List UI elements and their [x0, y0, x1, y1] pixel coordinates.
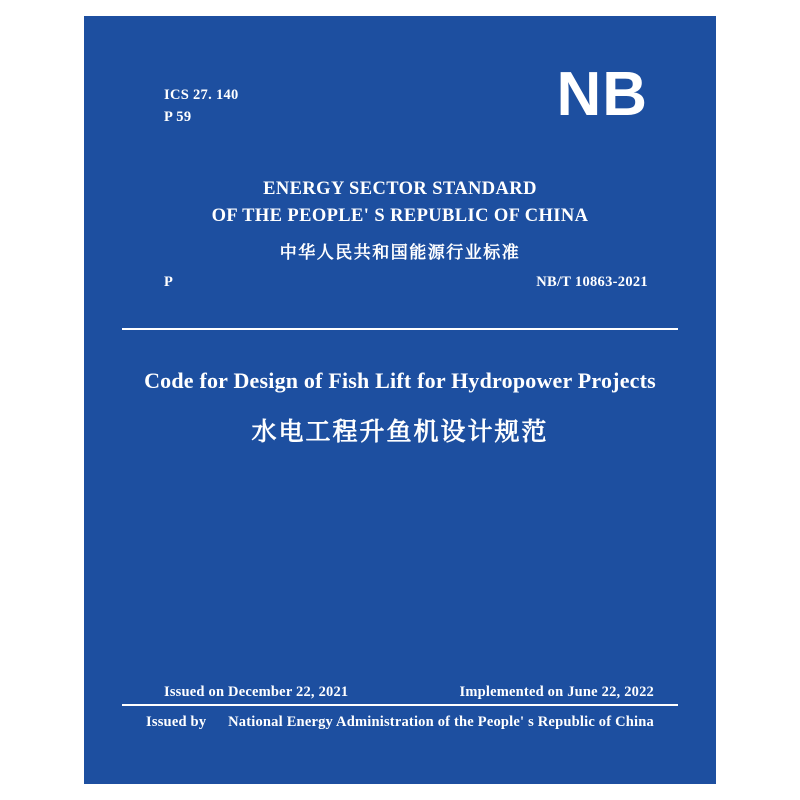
nb-logo: NB [556, 60, 648, 129]
issued-by-row [84, 714, 716, 731]
implemented-date: Implemented on June 22, 2022 [459, 684, 654, 700]
issuing-organization-cn: 中华人民共和国能源行业标准 [279, 243, 521, 263]
issued-by-label: Issued by [146, 714, 207, 730]
divider-bottom [122, 704, 678, 706]
document-title-cn: 水电工程升鱼机设计规范 [251, 417, 549, 446]
standard-code-row [164, 274, 648, 291]
standard-number: NB/T 10863-2021 [536, 274, 648, 290]
category-letter: P [164, 274, 174, 290]
standard-cover [84, 16, 716, 784]
organization-line-2: OF THE PEOPLE' S REPUBLIC OF CHINA [211, 205, 589, 226]
document-title-en: Code for Design of Fish Lift for Hydropower Projects [144, 368, 656, 393]
divider-top [122, 328, 678, 330]
issued-date: Issued on December 22, 2021 [164, 684, 349, 700]
ics-number: ICS 27. 140 [164, 87, 239, 103]
issuing-organization-en [84, 176, 716, 230]
organization-line-1: ENERGY SECTOR STANDARD [263, 179, 537, 199]
ics-block [164, 84, 239, 129]
dates-row [164, 684, 654, 701]
issued-by-value: National Energy Administration of the People' s Republic of China [228, 714, 654, 730]
classification-code: P 59 [164, 109, 192, 126]
